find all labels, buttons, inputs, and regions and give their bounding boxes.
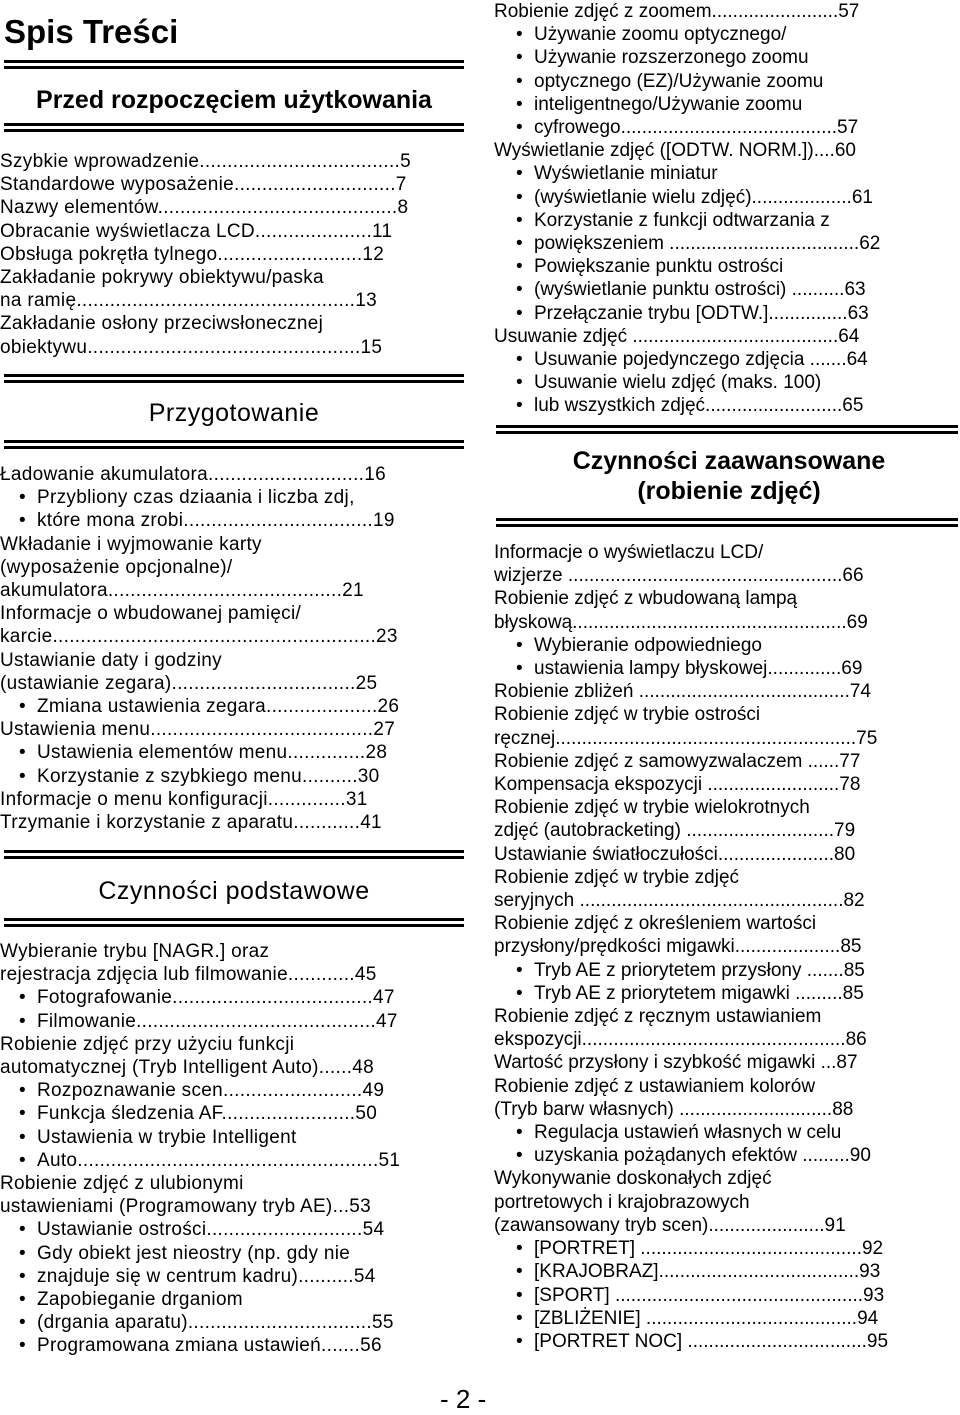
toc-entry-line: Wykonywanie doskonałych zdjęć bbox=[494, 1168, 772, 1190]
toc-entry-line: Ładowanie akumulatora............................16 bbox=[0, 464, 386, 485]
toc-entry-line: Standardowe wyposażenie.............................7 bbox=[0, 174, 407, 196]
toc-subentry-line: • Ustawienia w trybie Intelligent bbox=[0, 1126, 440, 1149]
toc-subentry-line: • Wybieranie odpowiedniego bbox=[494, 634, 934, 657]
toc-entry-line: Robienie zdjęć w trybie ostrości bbox=[494, 704, 761, 726]
toc-entry-line: ekspozycji..................................................86 bbox=[494, 1029, 867, 1051]
toc-entry-line: Obracanie wyświetlacza LCD.....................11 bbox=[0, 220, 393, 242]
toc-subentry-line: • Filmowanie...........................................47 bbox=[0, 1010, 440, 1033]
toc-subentry-line: • Programowana zmiana ustawień.......56 bbox=[0, 1334, 440, 1357]
toc-entry-line: Robienie zdjęć z ustawianiem kolorów bbox=[494, 1075, 816, 1097]
section-heading-advanced: Czynności zaawansowane (robienie zdjęć) bbox=[572, 447, 886, 505]
toc-group-preparation bbox=[0, 463, 440, 834]
toc-group-basics bbox=[0, 940, 440, 1358]
toc-entry-line: Zakładanie pokrywy obiektywu/paska bbox=[0, 267, 324, 289]
toc-subentry-line: • cyfrowego.........................................57 bbox=[494, 116, 934, 139]
section-heading-preparation: Przygotowanie bbox=[148, 399, 320, 427]
toc-group-advanced bbox=[494, 541, 934, 1353]
toc-entry-line: akumulatora..........................................21 bbox=[0, 580, 364, 602]
toc-entry-line: rejestracja zdjęcia lub filmowanie............45 bbox=[0, 964, 377, 986]
toc-subentry-line: • [SPORT] ...............................................93 bbox=[494, 1284, 934, 1307]
toc-entry-line: Robienie zbliżeń ........................................74 bbox=[494, 681, 871, 703]
toc-subentry-line: • [PORTRET] ..........................................92 bbox=[494, 1237, 934, 1260]
toc-subentry-line: • powiększeniem ....................................62 bbox=[494, 232, 934, 255]
toc-subentry-line: • Używanie rozszerzonego zoomu bbox=[494, 46, 934, 69]
toc-entry-line: Robienie zdjęć z zoomem........................57 bbox=[494, 1, 860, 22]
toc-entry-line: Ustawianie daty i godziny bbox=[0, 649, 222, 671]
toc-entry-line: wizjerze ....................................................66 bbox=[494, 565, 864, 587]
toc-subentry-line: • Gdy obiekt jest nieostry (np. gdy nie bbox=[0, 1242, 440, 1265]
toc-entry-line: seryjnych ..................................................82 bbox=[494, 890, 865, 912]
toc-entry-line: Obsługa pokrętła tylnego..........................12 bbox=[0, 243, 385, 265]
toc-entry-line: przysłony/prędkości migawki....................85 bbox=[494, 936, 862, 958]
toc-subentry-line: • Zapobieganie drganiom bbox=[0, 1288, 440, 1311]
toc-subentry-line: • uzyskania pożądanych efektów .........90 bbox=[494, 1144, 934, 1167]
toc-entry-line: Szybkie wprowadzenie....................................5 bbox=[0, 151, 411, 172]
toc-entry-line: (zawansowany tryb scen)......................91 bbox=[494, 1214, 846, 1236]
toc-entry-line: (ustawianie zegara).................................25 bbox=[0, 672, 378, 694]
toc-subentry-line: • [ZBLIŻENIE] ........................................94 bbox=[494, 1307, 934, 1330]
toc-subentry-line: • Używanie zoomu optycznego/ bbox=[494, 23, 934, 46]
toc-subentry-line: • Korzystanie z szybkiego menu..........30 bbox=[0, 765, 440, 788]
toc-group-before-use bbox=[0, 150, 440, 359]
toc-subentry-line: • Przełączanie trybu [ODTW.]...............63 bbox=[494, 302, 934, 325]
toc-entry-line: Wartość przysłony i szybkość migawki ...87 bbox=[494, 1052, 858, 1074]
toc-entry-line: Robienie zdjęć w trybie zdjęć bbox=[494, 866, 740, 888]
toc-subentry-line: • Fotografowanie....................................47 bbox=[0, 986, 440, 1009]
page-number: - 2 - bbox=[440, 1384, 487, 1414]
toc-subentry-line: • optycznego (EZ)/Używanie zoomu bbox=[494, 70, 934, 93]
toc-subentry-line: • Ustawianie ostrości............................54 bbox=[0, 1218, 440, 1241]
toc-entry-line: Informacje o wbudowanej pamięci/ bbox=[0, 603, 302, 625]
toc-entry-line: Zakładanie osłony przeciwsłonecznej bbox=[0, 313, 324, 335]
toc-entry-line: Robienie zdjęć w trybie wielokrotnych bbox=[494, 797, 810, 819]
toc-subentry-line: • Korzystanie z funkcji odtwarzania z bbox=[494, 209, 934, 232]
section-rule bbox=[4, 374, 464, 383]
toc-subentry-line: • które mona zrobi..................................19 bbox=[0, 509, 440, 532]
toc-entry-line: Informacje o menu konfiguracji..............31 bbox=[0, 788, 368, 810]
toc-subentry-line: • Tryb AE z priorytetem przysłony .......85 bbox=[494, 959, 934, 982]
toc-subentry-line: • lub wszystkich zdjęć..........................65 bbox=[494, 394, 934, 417]
toc-entry-line: (Tryb barw własnych) .............................88 bbox=[494, 1098, 854, 1120]
toc-subentry-line: • Przybliony czas dziaania i liczba zdj, bbox=[0, 486, 440, 509]
toc-entry-line: portretowych i krajobrazowych bbox=[494, 1191, 750, 1213]
toc-subentry-line: • Tryb AE z priorytetem migawki .........85 bbox=[494, 982, 934, 1005]
toc-subentry-line: • (drgania aparatu).................................55 bbox=[0, 1311, 440, 1334]
toc-subentry-line: • Wyświetlanie miniatur bbox=[494, 162, 934, 185]
toc-subentry-line: • Zmiana ustawienia zegara....................26 bbox=[0, 695, 440, 718]
page-title: Spis Treści bbox=[4, 13, 179, 50]
toc-entry-line: Informacje o wyświetlaczu LCD/ bbox=[494, 542, 764, 563]
toc-subentry-line: • inteligentnego/Używanie zoomu bbox=[494, 93, 934, 116]
toc-entry-line: (wyposażenie opcjonalne)/ bbox=[0, 556, 233, 578]
section-rule bbox=[4, 60, 464, 69]
toc-entry-line: Ustawienia menu........................................27 bbox=[0, 719, 396, 741]
toc-subentry-line: • [KRAJOBRAZ]......................................93 bbox=[494, 1260, 934, 1283]
toc-entry-line: Wybieranie trybu [NAGR.] oraz bbox=[0, 941, 270, 962]
toc-subentry-line: • (wyświetlanie wielu zdjęć)...................61 bbox=[494, 186, 934, 209]
toc-entry-line: Robienie zdjęć z samowyzwalaczem ......77 bbox=[494, 750, 861, 772]
toc-subentry-line: • Usuwanie pojedynczego zdjęcia .......64 bbox=[494, 348, 934, 371]
toc-subentry-line: • ustawienia lampy błyskowej..............69 bbox=[494, 657, 934, 680]
toc-entry-line: Usuwanie zdjęć .......................................64 bbox=[494, 325, 860, 347]
toc-subentry-line: • Funkcja śledzenia AF........................50 bbox=[0, 1102, 440, 1125]
toc-entry-line: Wkładanie i wyjmowanie karty bbox=[0, 533, 262, 555]
section-rule bbox=[4, 850, 464, 859]
toc-subentry-line: • Rozpoznawanie scen.........................49 bbox=[0, 1079, 440, 1102]
toc-subentry-line: • Ustawienia elementów menu..............28 bbox=[0, 741, 440, 764]
toc-subentry-line: • (wyświetlanie punktu ostrości) ..........63 bbox=[494, 278, 934, 301]
toc-subentry-line: • Usuwanie wielu zdjęć (maks. 100) bbox=[494, 371, 934, 394]
toc-entry-line: błyskową....................................................69 bbox=[494, 611, 868, 633]
toc-entry-line: ręcznej.........................................................75 bbox=[494, 727, 878, 749]
toc-entry-line: Trzymanie i korzystanie z aparatu............41 bbox=[0, 812, 382, 834]
toc-entry-line: automatycznej (Tryb Intelligent Auto)......48 bbox=[0, 1057, 374, 1079]
toc-entry-line: Robienie zdjęć z ulubionymi bbox=[0, 1173, 244, 1195]
section-rule bbox=[496, 425, 958, 434]
toc-entry-line: Wyświetlanie zdjęć ([ODTW. NORM.])....60 bbox=[494, 140, 856, 162]
toc-entry-line: Robienie zdjęć z ręcznym ustawianiem bbox=[494, 1006, 822, 1028]
toc-subentry-line: • Regulacja ustawień własnych w celu bbox=[494, 1121, 934, 1144]
toc-entry-line: Kompensacja ekspozycji .........................78 bbox=[494, 774, 861, 796]
section-rule bbox=[4, 123, 464, 132]
toc-group-playback bbox=[494, 0, 934, 418]
toc-entry-line: ustawieniami (Programowany tryb AE)...53 bbox=[0, 1196, 372, 1218]
toc-entry-line: Robienie zdjęć z określeniem wartości bbox=[494, 913, 817, 935]
toc-entry-line: obiektywu.................................................15 bbox=[0, 336, 383, 358]
toc-entry-line: Robienie zdjęć z wbudowaną lampą bbox=[494, 588, 798, 610]
toc-entry-line: karcie..........................................................23 bbox=[0, 626, 398, 648]
toc-entry-line: Ustawianie światłoczułości......................80 bbox=[494, 843, 856, 865]
section-rule bbox=[4, 440, 464, 449]
toc-subentry-line: • Auto......................................................51 bbox=[0, 1149, 440, 1172]
toc-subentry-line: • [PORTRET NOC] ..................................95 bbox=[494, 1330, 934, 1353]
section-heading-before-use: Przed rozpoczęciem użytkowania bbox=[36, 86, 432, 114]
toc-entry-line: zdjęć (autobracketing) ............................79 bbox=[494, 820, 856, 842]
toc-subentry-line: • znajduje się w centrum kadru)..........54 bbox=[0, 1265, 440, 1288]
toc-entry-line: na ramię..................................................13 bbox=[0, 290, 377, 312]
toc-subentry-line: • Powiększanie punktu ostrości bbox=[494, 255, 934, 278]
section-rule bbox=[496, 518, 958, 527]
section-heading-basics: Czynności podstawowe bbox=[98, 877, 370, 905]
toc-entry-line: Nazwy elementów...........................................8 bbox=[0, 197, 409, 219]
section-rule bbox=[4, 918, 464, 927]
toc-entry-line: Robienie zdjęć przy użyciu funkcji bbox=[0, 1033, 295, 1055]
